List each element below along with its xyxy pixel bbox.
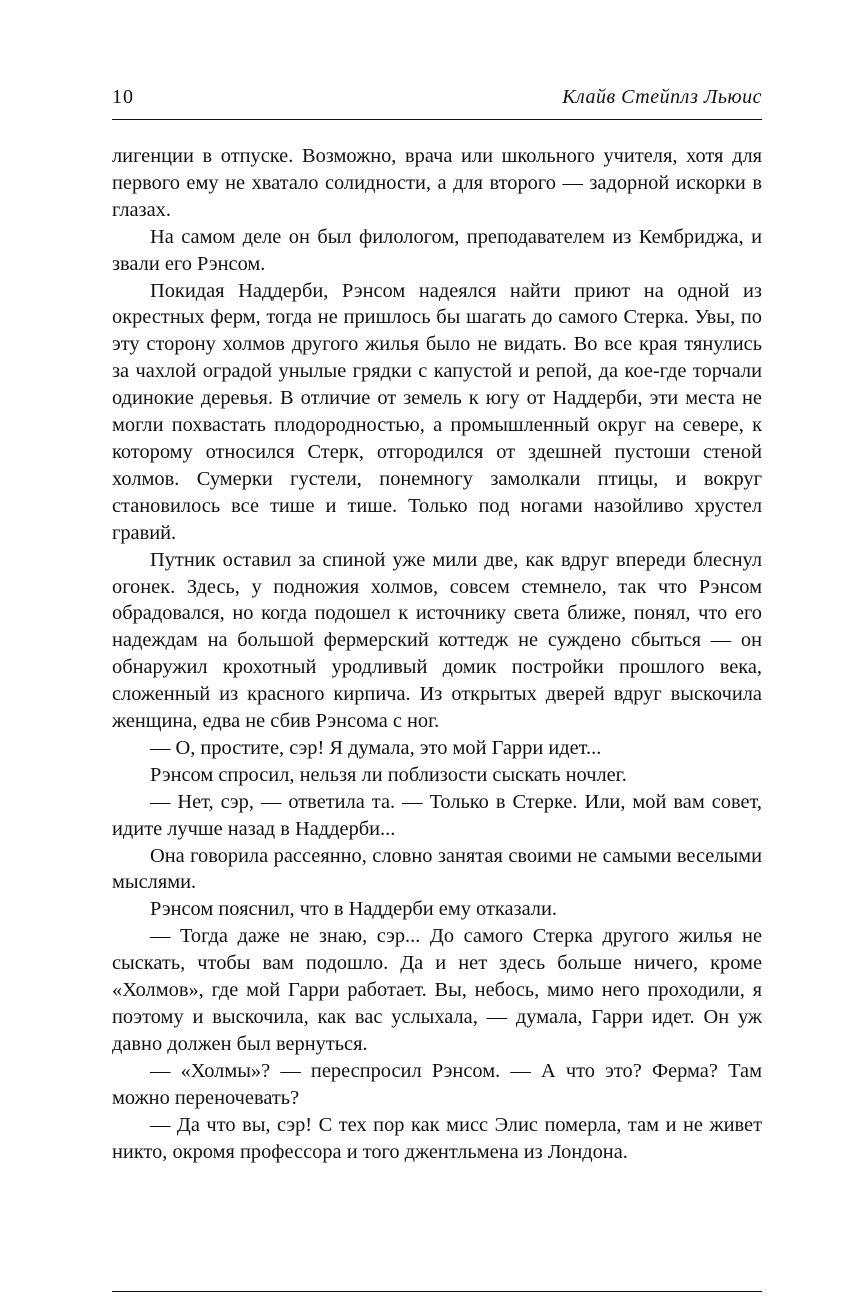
paragraph: — Да что вы, сэр! С тех пор как мисс Элис померла, там и не живет никто, окромя профессора и того джентльмена из Лондона.: [112, 1113, 762, 1163]
paragraph: Путник оставил за спиной уже мили две, как вдруг впереди блеснул огонек. Здесь, у подножия холмов, совсем стемнело, так что Рэнсом обрадовался, но когда подошел к источнику света ближе, понял, что его надеждам на большой фермерский коттедж не суждено сбыться — он обнаружил крохотный уродливый домик постройки прошлого века, сложенный из красного кирпича. Из открытых дверей вдруг выскочила женщина, едва не сбив Рэнсома с ног.: [112, 548, 762, 733]
paragraph: лигенции в отпуске. Возможно, врача или школьного учителя, хотя для первого ему не хватало солидности, а для второго — задорной искорки в глазах.: [112, 145, 762, 221]
paragraph: Она говорила рассеянно, словно занятая своими не самыми веселыми мыслями.: [112, 844, 762, 894]
page-body: [112, 143, 762, 1165]
paragraph: — Нет, сэр, — ответила та. — Только в Стерке. Или, мой вам совет, идите лучше назад в Наддерби...: [112, 790, 762, 840]
page-header: [112, 86, 762, 109]
page-number: 10: [112, 86, 134, 108]
header-rule: [112, 119, 762, 120]
paragraph: — Тогда даже не знаю, сэр... До самого Стерка другого жилья не сыскать, чтобы вам подошло. Да и нет здесь больше ничего, кроме «Холмов», где мой Гарри работает. Вы, небось, мимо него проходили, я поэтому и выскочила, как вас услыхала, — думала, Гарри идет. Он уж давно должен был вернуться.: [112, 925, 762, 1055]
paragraph: — «Холмы»? — переспросил Рэнсом. — А что это? Ферма? Там можно переночевать?: [112, 1059, 762, 1109]
footer-rule: [112, 1291, 762, 1292]
paragraph: На самом деле он был филологом, преподавателем из Кембриджа, и звали его Рэнсом.: [112, 225, 762, 275]
paragraph: — О, простите, сэр! Я думала, это мой Гарри идет...: [150, 736, 602, 759]
paragraph: Рэнсом спросил, нельзя ли поблизости сыскать ночлег.: [150, 763, 627, 786]
paragraph: Рэнсом пояснил, что в Наддерби ему отказали.: [150, 898, 557, 921]
running-title: Клайв Стейплз Льюис: [562, 86, 762, 108]
paragraph: Покидая Наддерби, Рэнсом надеялся найти приют на одной из окрестных ферм, тогда не пришлось бы шагать до самого Стерка. Увы, по эту сторону холмов другого жилья было не видать. Во все края тянулись за чахлой оградой унылые грядки с капустой и репой, да кое-где торчали одинокие деревья. В отличие от земель к югу от Наддерби, эти места не могли похвастать плодородностью, а промышленный округ на севере, к которому относился Стерк, отгородился от здешней пустоши стеной холмов. Сумерки густели, понемногу замолкали птицы, и вокруг становилось все тише и тише. Только под ногами назойливо хрустел гравий.: [112, 279, 762, 544]
